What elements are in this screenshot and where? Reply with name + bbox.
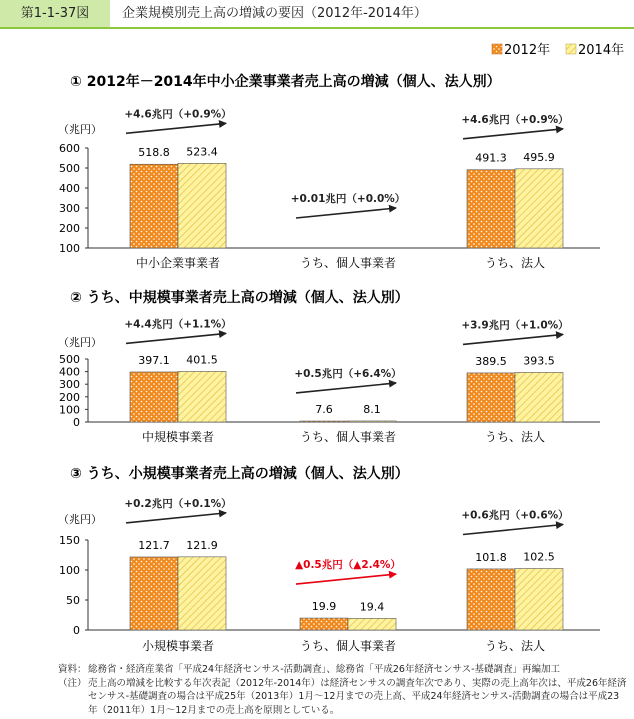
- change-label: +0.5兆円（+6.4%）: [294, 367, 402, 380]
- data-label: 518.8: [138, 146, 170, 160]
- bar-2014: [178, 557, 226, 630]
- y-tick-label: 300: [59, 202, 80, 215]
- data-label: 101.8: [475, 550, 507, 564]
- y-tick-label: 0: [73, 416, 80, 429]
- change-label: +4.6兆円（+0.9%）: [461, 113, 569, 126]
- chart-title: ③ うち、小規模事業者売上高の増減（個人、法人別）: [70, 466, 409, 482]
- y-tick-label: 400: [59, 365, 80, 379]
- bar-2014: [515, 372, 563, 422]
- change-arrow: [296, 383, 396, 393]
- x-tick-label: うち、個人事業者: [299, 639, 397, 653]
- y-tick-label: 100: [59, 403, 80, 417]
- figure-title: 企業規模別売上高の増減の要因（2012年-2014年）: [122, 6, 427, 21]
- source-note-text: 総務省・経済産業省「平成24年経済センサス-活動調査」、総務省「平成26年経済センサス-基礎調査」再編加工: [88, 664, 561, 675]
- change-arrow: [296, 574, 396, 584]
- data-label: 19.4: [359, 600, 385, 614]
- chart-title: ② うち、中規模事業者売上高の増減（個人、法人別）: [70, 290, 409, 306]
- bar-2012: [467, 569, 515, 630]
- y-tick-label: 300: [59, 378, 80, 392]
- bar-2014: [515, 569, 563, 631]
- legend-2012-swatch: [492, 44, 502, 54]
- footnote-text: 売上高の増減を比較する年次表記（2012年-2014年）は経済センサスの調査年次であり、実際の売上高年次は、平成26年経済センサス-基礎調査の場合は平成25年（2013年）1月～12月までの売上高、平成24年経済センサス-活動調査の場合は平成23年（2011年）1月～12月までの売上高を原則としている。: [88, 677, 627, 716]
- source-note-key: 資料：: [58, 664, 87, 675]
- figure-number: 第1-1-37図: [0, 0, 110, 27]
- chart-panel-3: [58, 465, 600, 653]
- change-arrow: [126, 123, 226, 133]
- change-arrow: [463, 334, 563, 344]
- data-label: 19.9: [311, 600, 337, 614]
- source-note: [58, 663, 628, 677]
- chart-panel-2: [58, 289, 600, 444]
- y-tick-label: 200: [59, 222, 80, 235]
- bar-2012: [467, 373, 515, 422]
- bar-2014: [515, 169, 563, 248]
- x-tick-label: うち、法人: [484, 639, 546, 653]
- x-tick-label: うち、法人: [484, 256, 546, 270]
- footnote: [58, 677, 628, 718]
- y-axis-label: （兆円）: [58, 123, 102, 136]
- legend-2012-label: 2012年: [504, 43, 551, 58]
- data-label: 121.7: [138, 538, 170, 552]
- bar-2012: [300, 421, 348, 422]
- x-tick-label: 中規模事業者: [141, 430, 215, 444]
- y-tick-label: 150: [59, 534, 80, 547]
- bar-2012: [130, 372, 178, 422]
- x-tick-label: 小規模事業者: [141, 639, 215, 653]
- data-label: 491.3: [475, 151, 507, 165]
- notes: [58, 663, 628, 717]
- change-label: +0.01兆円（+0.0%）: [290, 193, 406, 205]
- change-arrow: [126, 333, 226, 343]
- x-tick-label: うち、法人: [484, 430, 546, 444]
- x-tick-label: うち、個人事業者: [299, 430, 397, 444]
- y-tick-label: 100: [59, 564, 80, 577]
- y-tick-label: 500: [59, 353, 80, 366]
- legend-2014-label: 2014年: [578, 43, 625, 58]
- y-tick-label: 50: [66, 594, 80, 607]
- change-arrow: [463, 525, 563, 535]
- bar-2012: [130, 164, 178, 248]
- change-arrow: [463, 129, 563, 139]
- y-tick-label: 600: [59, 142, 80, 155]
- change-label: +4.4兆円（+1.1%）: [124, 318, 232, 331]
- y-tick-label: 500: [59, 162, 80, 175]
- y-tick-label: 100: [59, 242, 80, 255]
- footnote-key: （注）: [58, 677, 87, 689]
- x-tick-label: うち、個人事業者: [299, 256, 397, 270]
- data-label: 8.1: [363, 402, 381, 416]
- data-label: 397.1: [138, 353, 170, 367]
- bar-2014: [178, 371, 226, 422]
- bar-2014: [178, 163, 226, 248]
- bar-2012: [300, 618, 348, 630]
- change-arrow: [296, 208, 396, 218]
- y-tick-label: 200: [59, 390, 80, 404]
- change-label: +0.2兆円（+0.1%）: [124, 497, 232, 510]
- change-arrow: [126, 513, 226, 523]
- change-label: +3.9兆円（+1.0%）: [461, 319, 569, 332]
- bar-2014: [348, 618, 396, 630]
- data-label: 523.4: [186, 145, 218, 159]
- data-label: 495.9: [523, 150, 555, 164]
- change-label: ▲0.5兆円（▲2.4%）: [295, 559, 401, 572]
- bar-2014: [348, 421, 396, 422]
- y-tick-label: 0: [73, 624, 80, 637]
- y-axis-label: （兆円）: [58, 336, 102, 349]
- change-label: +4.6兆円（+0.9%）: [124, 108, 232, 121]
- y-axis-label: （兆円）: [58, 513, 102, 526]
- data-label: 121.9: [186, 538, 218, 552]
- legend-2014-swatch: [566, 44, 576, 54]
- chart-panel-1: [58, 73, 600, 270]
- x-tick-label: 中小企業事業者: [135, 256, 221, 270]
- chart-title: ① 2012年－2014年中小企業事業者売上高の増減（個人、法人別）: [70, 74, 501, 90]
- y-tick-label: 400: [59, 182, 80, 195]
- data-label: 7.6: [315, 403, 333, 417]
- bar-2012: [467, 170, 515, 248]
- bar-2012: [130, 557, 178, 630]
- data-label: 393.5: [523, 354, 555, 368]
- change-label: +0.6兆円（+0.6%）: [461, 509, 569, 522]
- data-label: 401.5: [186, 353, 218, 367]
- legend: [492, 42, 624, 58]
- data-label: 102.5: [523, 550, 555, 564]
- data-label: 389.5: [475, 354, 507, 368]
